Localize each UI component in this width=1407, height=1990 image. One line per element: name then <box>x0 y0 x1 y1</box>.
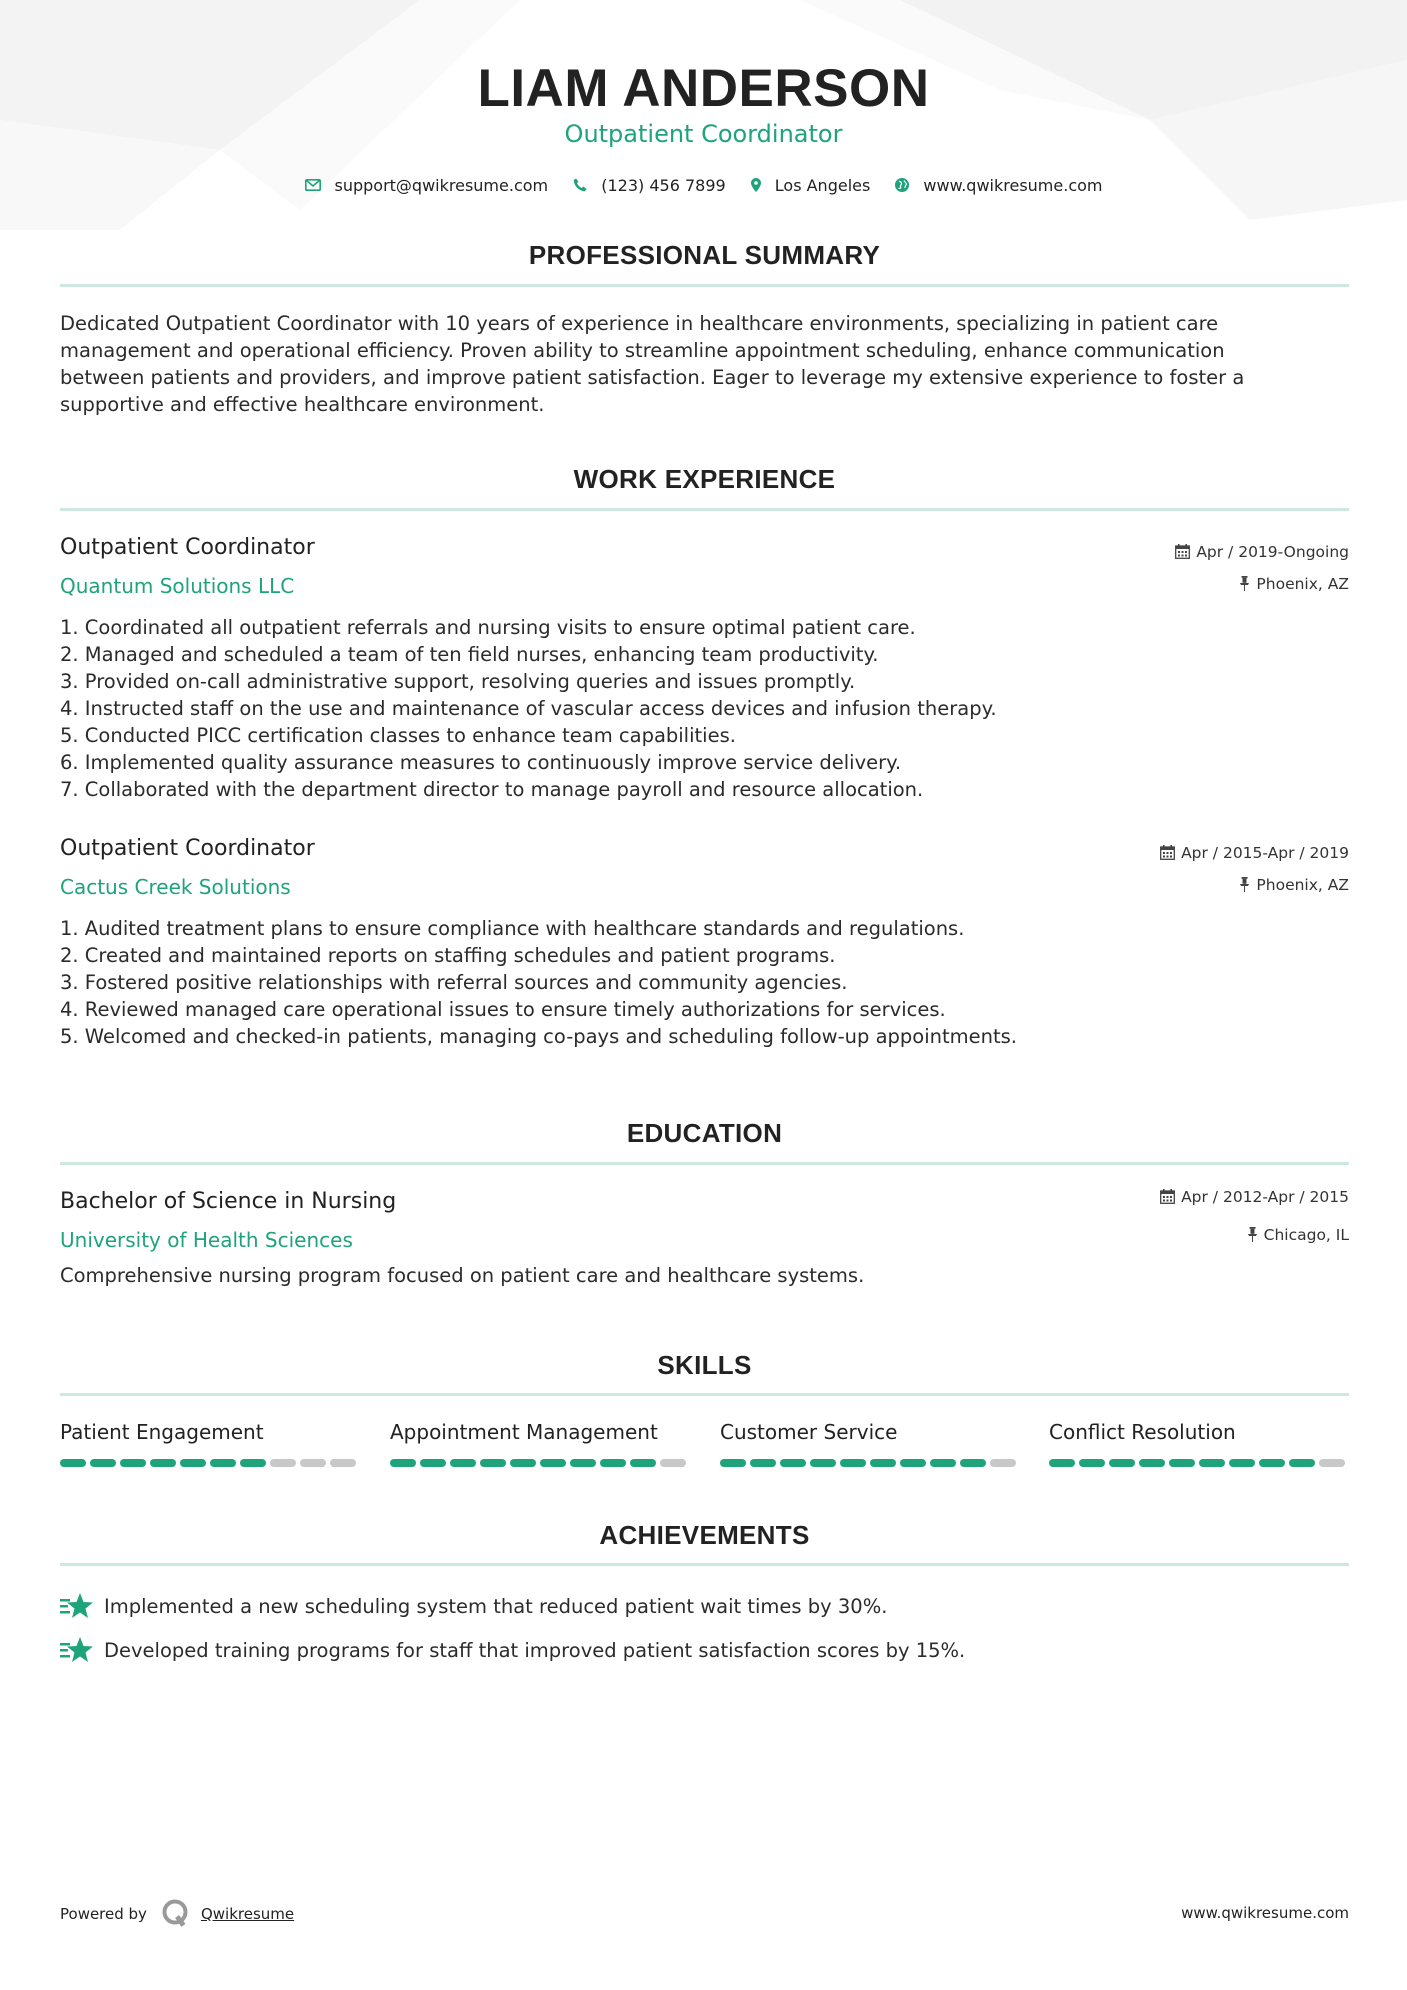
education-dates <box>1160 1188 1349 1206</box>
skill-segment-filled <box>960 1459 986 1467</box>
job-bullet: 1. Coordinated all outpatient referrals and nursing visits to ensure optimal patient care. <box>60 616 916 639</box>
skill-segment-filled <box>1259 1459 1285 1467</box>
job-bullet: 3. Fostered positive relationships with referral sources and community agencies. <box>60 971 848 994</box>
skill-segment-filled <box>930 1459 956 1467</box>
section-divider <box>60 508 1349 511</box>
skill-name: Customer Service <box>720 1420 898 1444</box>
skill-segment-filled <box>1199 1459 1225 1467</box>
contact-phone-text: (123) 456 7899 <box>601 175 726 195</box>
job-title: Outpatient Coordinator <box>60 836 315 861</box>
summary-line: between patients and providers, and improve patient satisfaction. Eager to leverage my extensive experience to foster a <box>60 366 1245 389</box>
calendar-icon <box>1160 1189 1175 1204</box>
skill-segment-filled <box>450 1459 476 1467</box>
skill-segment-filled <box>120 1459 146 1467</box>
job-bullets <box>60 614 1349 803</box>
job-location <box>1239 876 1349 894</box>
skill-segment-empty <box>1319 1459 1345 1467</box>
job-bullet: 2. Created and maintained reports on staffing schedules and patient programs. <box>60 944 836 967</box>
skill-level-bar <box>1049 1458 1349 1468</box>
skill-item <box>60 1420 360 1450</box>
skill-segment-filled <box>510 1459 536 1467</box>
skill-segment-filled <box>780 1459 806 1467</box>
education-degree: Bachelor of Science in Nursing <box>60 1189 397 1214</box>
job-dates-text: Apr / 2019-Ongoing <box>1196 543 1349 561</box>
education-dates-text: Apr / 2012-Apr / 2015 <box>1181 1188 1349 1206</box>
skill-segment-filled <box>1109 1459 1135 1467</box>
globe-icon <box>895 178 909 192</box>
skill-name: Conflict Resolution <box>1049 1420 1236 1444</box>
summary-line: supportive and effective healthcare environment. <box>60 393 545 416</box>
job-bullet: 7. Collaborated with the department director to manage payroll and resource allocation. <box>60 778 924 801</box>
skill-segment-filled <box>870 1459 896 1467</box>
job-bullet: 2. Managed and scheduled a team of ten field nurses, enhancing team productivity. <box>60 643 879 666</box>
skill-segment-filled <box>390 1459 416 1467</box>
qwikresume-link[interactable]: Qwikresume <box>200 1905 295 1923</box>
section-divider <box>60 1563 1349 1566</box>
contact-email[interactable] <box>305 175 549 195</box>
skill-segment-empty <box>990 1459 1016 1467</box>
job-bullet: 1. Audited treatment plans to ensure compliance with healthcare standards and regulations. <box>60 917 965 940</box>
job-bullet: 5. Conducted PICC certification classes to enhance team capabilities. <box>60 724 736 747</box>
pushpin-icon <box>1247 1227 1258 1242</box>
section-title-education: EDUCATION <box>626 1118 783 1148</box>
skill-segment-filled <box>900 1459 926 1467</box>
calendar-icon <box>1175 544 1190 559</box>
skill-item <box>390 1420 690 1450</box>
skill-segment-filled <box>600 1459 626 1467</box>
skill-segment-filled <box>570 1459 596 1467</box>
section-divider <box>60 1162 1349 1165</box>
contact-bar <box>0 174 1407 195</box>
job-bullet: 3. Provided on-call administrative support, resolving queries and issues promptly. <box>60 670 856 693</box>
achievement-text: Developed training programs for staff that improved patient satisfaction scores by 15%. <box>104 1639 966 1662</box>
skill-segment-filled <box>630 1459 656 1467</box>
skill-segment-filled <box>720 1459 746 1467</box>
skill-segment-filled <box>90 1459 116 1467</box>
skill-segment-filled <box>240 1459 266 1467</box>
skill-segment-filled <box>1229 1459 1255 1467</box>
job-dates-text: Apr / 2015-Apr / 2019 <box>1181 844 1349 862</box>
envelope-icon <box>305 179 321 191</box>
contact-website[interactable] <box>895 175 1102 195</box>
contact-phone[interactable] <box>573 175 725 195</box>
section-title-skills: SKILLS <box>657 1350 752 1380</box>
skill-segment-filled <box>1289 1459 1315 1467</box>
job-dates <box>1160 844 1349 862</box>
skill-segment-filled <box>60 1459 86 1467</box>
skill-segment-empty <box>270 1459 296 1467</box>
skill-segment-filled <box>540 1459 566 1467</box>
skills-grid <box>60 1420 1349 1470</box>
section-title-summary: PROFESSIONAL SUMMARY <box>528 240 881 270</box>
job-bullet: 4. Instructed staff on the use and maintenance of vascular access devices and infusion therapy. <box>60 697 997 720</box>
skill-segment-filled <box>1079 1459 1105 1467</box>
skill-name: Patient Engagement <box>60 1420 264 1444</box>
education-location <box>1247 1226 1349 1244</box>
candidate-name: LIAM ANDERSON <box>477 59 930 118</box>
skill-segment-filled <box>180 1459 206 1467</box>
section-title-experience: WORK EXPERIENCE <box>573 464 836 494</box>
achievement-item <box>60 1592 887 1622</box>
job-location <box>1239 575 1349 593</box>
skill-segment-empty <box>330 1459 356 1467</box>
footer-website[interactable]: www.qwikresume.com <box>1181 1904 1349 1922</box>
skill-segment-filled <box>840 1459 866 1467</box>
candidate-title: Outpatient Coordinator <box>564 120 843 148</box>
job-title: Outpatient Coordinator <box>60 535 315 560</box>
education-description: Comprehensive nursing program focused on patient care and healthcare systems. <box>60 1264 865 1287</box>
skill-segment-filled <box>420 1459 446 1467</box>
job-bullet: 6. Implemented quality assurance measures to continuously improve service delivery. <box>60 751 902 774</box>
qwikresume-logo-icon <box>161 1898 191 1928</box>
skill-segment-empty <box>300 1459 326 1467</box>
summary-text <box>60 310 1349 418</box>
footer-powered-by <box>60 1898 294 1928</box>
job-bullet: 5. Welcomed and checked-in patients, managing co-pays and scheduling follow-up appointments. <box>60 1025 1017 1048</box>
contact-location-text: Los Angeles <box>774 175 871 195</box>
skill-segment-filled <box>750 1459 776 1467</box>
calendar-icon <box>1160 845 1175 860</box>
job-company: Quantum Solutions LLC <box>60 574 295 598</box>
education-location-text: Chicago, IL <box>1263 1226 1349 1244</box>
pushpin-icon <box>1239 877 1250 892</box>
skill-item <box>1049 1420 1349 1450</box>
skill-level-bar <box>720 1458 1020 1468</box>
skill-level-bar <box>390 1458 690 1468</box>
job-bullet: 4. Reviewed managed care operational issues to ensure timely authorizations for services. <box>60 998 946 1021</box>
skill-segment-filled <box>1169 1459 1195 1467</box>
skill-segment-filled <box>210 1459 236 1467</box>
star-achievement-icon <box>60 1636 94 1666</box>
star-achievement-icon <box>60 1592 94 1622</box>
achievement-text: Implemented a new scheduling system that reduced patient wait times by 30%. <box>104 1595 888 1618</box>
summary-line: Dedicated Outpatient Coordinator with 10 years of experience in healthcare environments, specializing in patient care <box>60 312 1219 335</box>
skill-segment-filled <box>1139 1459 1165 1467</box>
contact-location <box>751 175 871 195</box>
powered-by-label: Powered by <box>60 1905 147 1923</box>
skill-item <box>720 1420 1020 1450</box>
contact-website-text: www.qwikresume.com <box>923 175 1103 195</box>
achievement-item <box>60 1636 965 1666</box>
skill-name: Appointment Management <box>390 1420 658 1444</box>
map-pin-icon <box>751 178 761 192</box>
pushpin-icon <box>1239 576 1250 591</box>
contact-email-text: support@qwikresume.com <box>334 175 549 195</box>
section-divider <box>60 1393 1349 1396</box>
skill-segment-filled <box>810 1459 836 1467</box>
skill-segment-empty <box>660 1459 686 1467</box>
job-bullets <box>60 915 1349 1050</box>
job-location-text: Phoenix, AZ <box>1256 876 1349 894</box>
job-location-text: Phoenix, AZ <box>1256 575 1349 593</box>
phone-icon <box>573 178 587 192</box>
job-dates <box>1175 543 1349 561</box>
skill-segment-filled <box>480 1459 506 1467</box>
job-company: Cactus Creek Solutions <box>60 875 291 899</box>
skill-segment-filled <box>150 1459 176 1467</box>
skill-level-bar <box>60 1458 360 1468</box>
education-school: University of Health Sciences <box>60 1228 353 1252</box>
skill-segment-filled <box>1049 1459 1075 1467</box>
section-title-achievements: ACHIEVEMENTS <box>599 1520 810 1550</box>
section-divider <box>60 284 1349 287</box>
summary-line: management and operational efficiency. Proven ability to streamline appointment scheduling, enhance communication <box>60 339 1225 362</box>
